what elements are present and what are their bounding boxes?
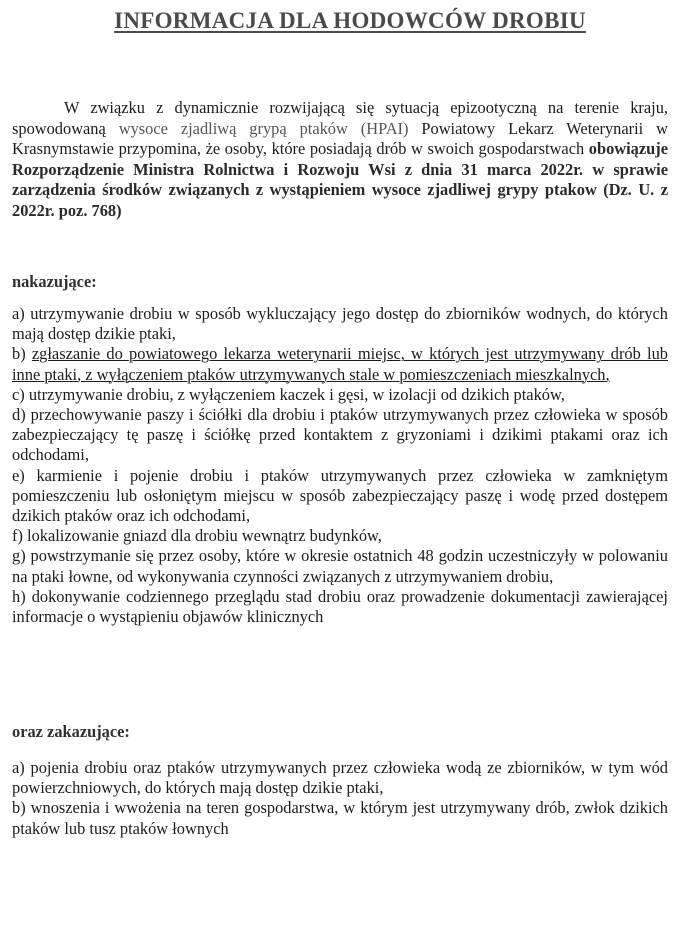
- section-obligations-heading: nakazujące:: [12, 272, 97, 291]
- intro-paragraph: [12, 98, 668, 221]
- obligations-list: [12, 304, 668, 627]
- obligation-item-a: a) utrzymywanie drobiu w sposób wykluczający jego dostęp do zbiorników wodnych, do których mają dostęp dzikie ptaki,: [12, 304, 668, 344]
- intro-text-hpai: wysoce zjadliwą grypą ptaków (HPAI): [118, 118, 409, 138]
- page-title: INFORMACJA DLA HODOWCÓW DROBIU: [114, 8, 586, 33]
- intro-text-1: W związku z dynamicznie rozwijającą się sytuacją epizootyczną na terenie kraju, spowodowaną: [12, 98, 668, 138]
- obligation-item-d: d) przechowywanie paszy i ściółki dla drobiu i ptaków utrzymywanych przez człowieka w sposób zabezpieczający tę paszę i ściółkę przed kontaktem z gryzoniami i dzikimi ptakami oraz ich odchodami,: [12, 405, 668, 465]
- intro-text-2: Powiatowy Lekarz Weterynarii w Krasnymstawie przypomina, że osoby, które posiadają drób w swoich gospodarstwach: [12, 118, 668, 158]
- obligation-item-b: [12, 344, 668, 384]
- obligation-item-f: f) lokalizowanie gniazd dla drobiu wewnątrz budynków,: [12, 526, 382, 546]
- obligation-item-b-underlined: zgłaszanie do powiatowego lekarza weterynarii miejsc, w których jest utrzymywany drób lub inne ptaki, z wyłączeniem ptaków utrzymywanych stale w pomieszczeniach mieszkalnych,: [12, 344, 668, 384]
- obligation-item-b-prefix: b): [12, 344, 32, 364]
- obligation-item-e: e) karmienie i pojenie drobiu i ptaków utrzymywanych przez człowieka w zamkniętym pomieszczeniu lub osłoniętym miejscu w sposób zabezpieczający paszę i wodę przed dostępem dzikich ptaków oraz ich odchodami,: [12, 465, 668, 526]
- obligation-item-h: h) dokonywanie codziennego przeglądu stad drobiu oraz prowadzenie dokumentacji zawierającej informacje o wystąpieniu objawów klinicznych: [12, 586, 668, 627]
- obligation-item-g: g) powstrzymanie się przez osoby, które w okresie ostatnich 48 godzin uczestniczyły w polowaniu na ptaki łowne, od wykonywania czynności związanych z utrzymywaniem drobiu,: [12, 546, 668, 586]
- prohibition-item-b: b) wnoszenia i wwożenia na teren gospodarstwa, w którym jest utrzymywany drób, zwłok dzikich ptaków lub tusz ptaków łownych: [12, 798, 668, 838]
- prohibition-item-a: a) pojenia drobiu oraz ptaków utrzymywanych przez człowieka wodą ze zbiorników, w tym wód powierzchniowych, do których mają dostęp dzikie ptaki,: [12, 758, 668, 798]
- section-prohibitions-heading: oraz zakazujące:: [12, 722, 130, 741]
- intro-regulation: obowiązuje Rozporządzenie Ministra Rolnictwa i Rozwoju Wsi z dnia 31 marca 2022r. w sprawie zarządzenia środków związanych z wystąpieniem wysoce zjadliwej grypy ptakow (Dz. U. z 2022r. poz. 768): [12, 139, 668, 220]
- obligation-item-c: c) utrzymywanie drobiu, z wyłączeniem kaczek i gęsi, w izolacji od dzikich ptaków,: [12, 384, 565, 404]
- prohibitions-list: [12, 758, 668, 839]
